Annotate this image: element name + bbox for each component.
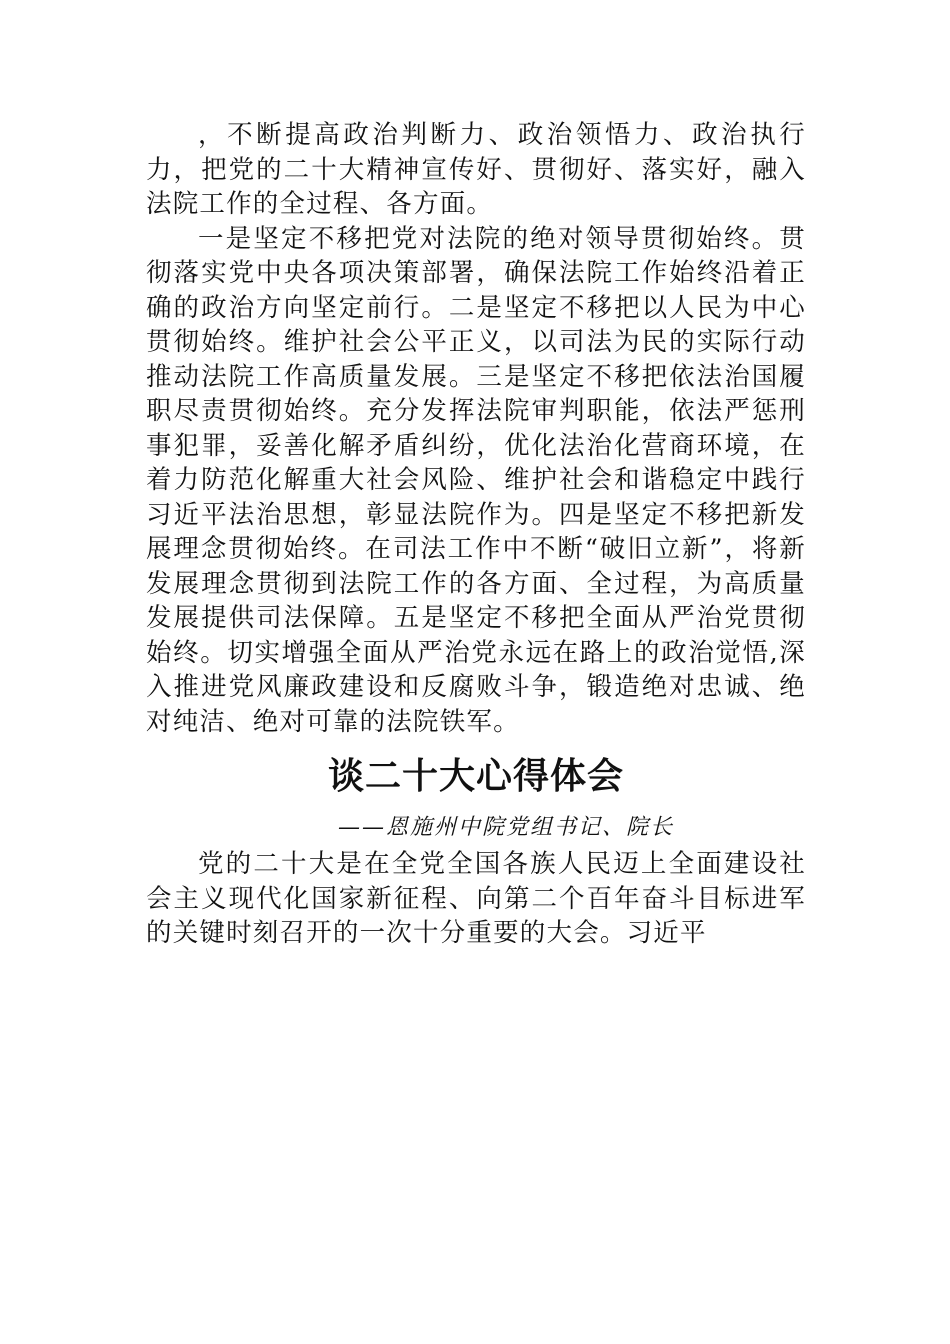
paragraph-intro: ，不断提高政治判断力、政治领悟力、政治执行力，把党的二十大精神宣传好、贯彻好、落实好，融入法院工作的全过程、各方面。 [146, 120, 806, 219]
paragraph-five-points: 一是坚定不移把党对法院的绝对领导贯彻始终。贯彻落实党中央各项决策部署，确保法院工作始终沿着正确的政治方向坚定前行。二是坚定不移把以人民为中心贯彻始终。维护社会公平正义，以司法为民的实际行动推动法院工作高质量发展。三是坚定不移把依法治国履职尽责贯彻始终。充分发挥法院审判职能，依法严惩刑事犯罪，妥善化解矛盾纠纷，优化法治化营商环境，在着力防范化解重大社会风险、维护社会和谐稳定中践行习近平法治思想，彰显法院作为。四是坚定不移把新发展理念贯彻始终。在司法工作中不断“破旧立新”，将新发展理念贯彻到法院工作的各方面、全过程，为高质量发展提供司法保障。五是坚定不移把全面从严治党贯彻始终。切实增强全面从严治党永远在路上的政治觉悟,深入推进党风廉政建设和反腐败斗争，锻造绝对忠诚、绝对纯洁、绝对可靠的法院铁军。 [146, 223, 806, 737]
paragraph-opening: 党的二十大是在全党全国各族人民迈上全面建设社会主义现代化国家新征程、向第二个百年奋斗目标进军的关键时刻召开的一次十分重要的大会。习近平 [146, 849, 806, 948]
document-body [146, 118, 806, 951]
section-title: 谈二十大心得体会 [327, 755, 624, 797]
section-subtitle: ——恩施州中院党组书记、院长 [337, 815, 674, 840]
